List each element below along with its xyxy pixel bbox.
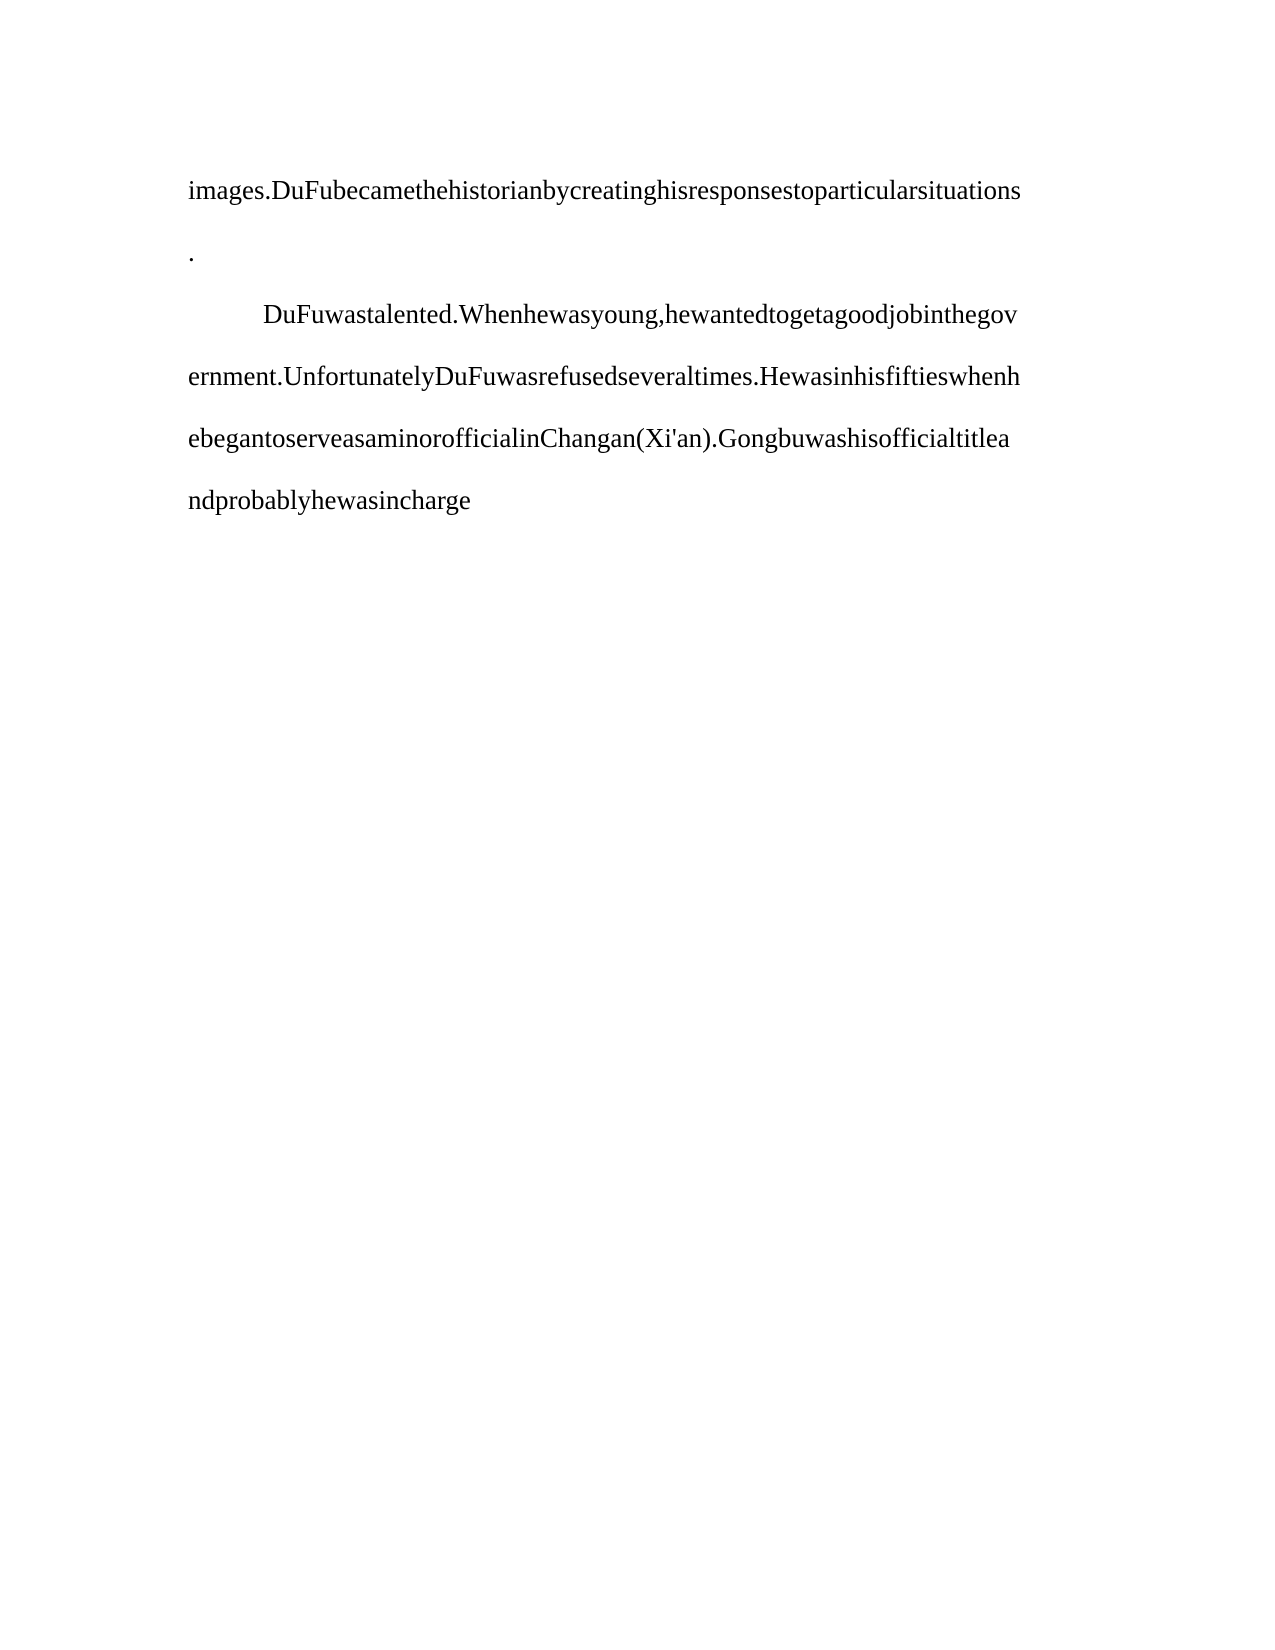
paragraph-line: ernment.UnfortunatelyDuFuwasrefusedseveraltimes.Hewasinhisfiftieswhenh xyxy=(188,361,1021,391)
paragraph-line-indented: DuFuwastalented.Whenhewasyoung,hewantedtogetagoodjobinthegov xyxy=(263,299,1018,329)
paragraph-line: ndprobablyhewasincharge xyxy=(188,485,471,515)
paragraph-line: images.DuFubecamethehistorianbycreatinghisresponsestoparticularsituations xyxy=(188,175,1022,205)
paragraph-line: . xyxy=(188,237,195,267)
paragraph-line: ebegantoserveasaminorofficialinChangan(Xi'an).Gongbuwashisofficialtitlea xyxy=(188,423,1010,453)
